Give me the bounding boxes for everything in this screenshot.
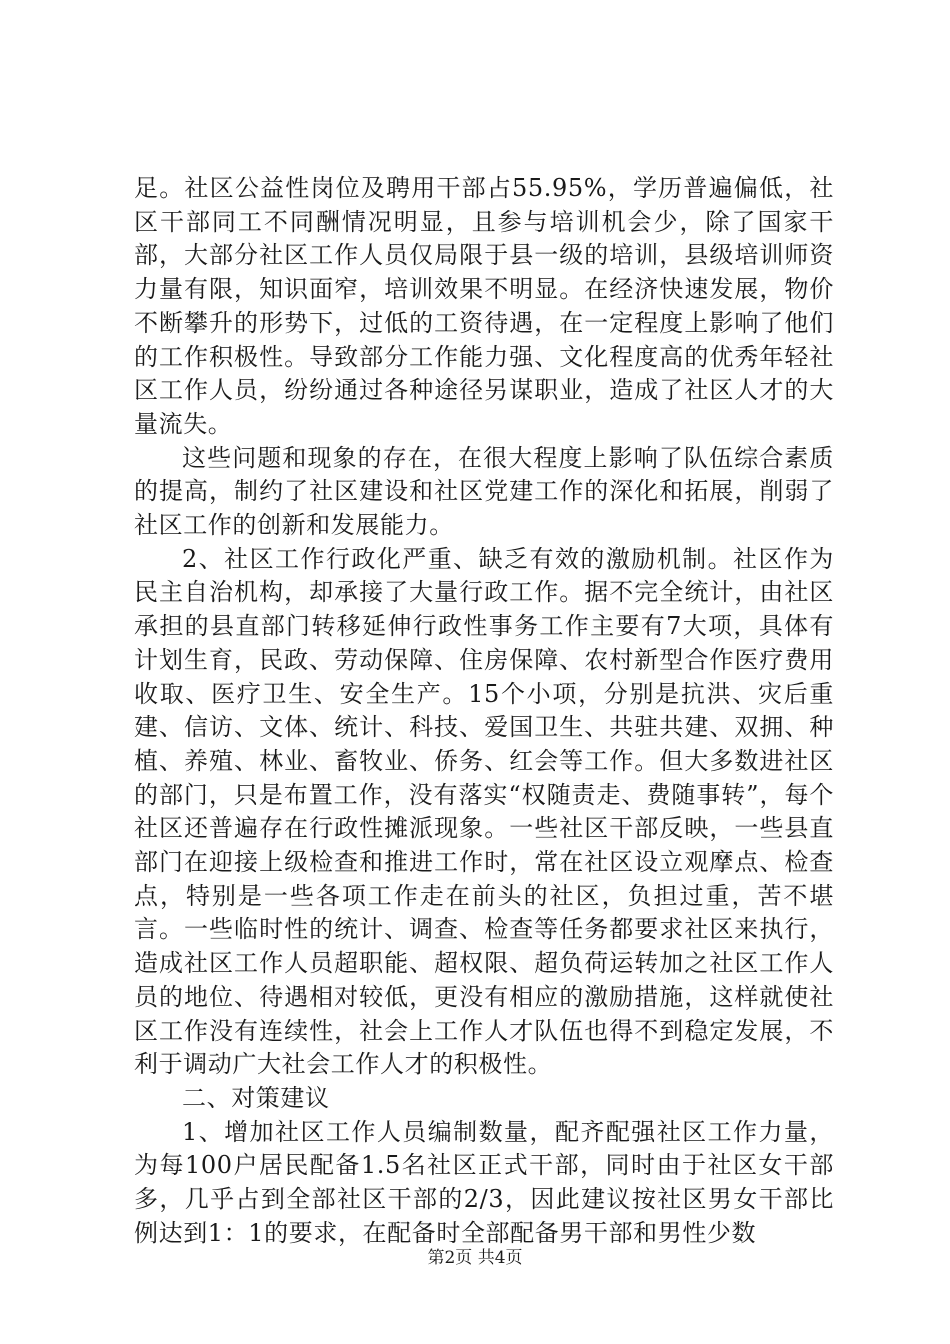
- paragraph-2: 这些问题和现象的存在，在很大程度上影响了队伍综合素质的提高，制约了社区建设和社区党建工作的深化和拓展，削弱了社区工作的创新和发展能力。: [134, 443, 834, 540]
- page-number-footer: 第2页 共4页: [427, 1248, 523, 1268]
- document-body: [134, 172, 834, 1251]
- paragraph-1: 足。社区公益性岗位及聘用干部占55.95%，学历普遍偏低，社区干部同工不同酬情况明显，且参与培训机会少，除了国家干部，大部分社区工作人员仅局限于县一级的培训，县级培训师资力量有限，知识面窄，培训效果不明显。在经济快速发展，物价不断攀升的形势下，过低的工资待遇，在一定程度上影响了他们的工作积极性。导致部分工作能力强、文化程度高的优秀年轻社区工作人员，纷纷通过各种途径另谋职业，造成了社区人才的大量流失。: [134, 174, 834, 438]
- paragraph-5: 1、增加社区工作人员编制数量，配齐配强社区工作力量，为每100户居民配备1.5名社区正式干部，同时由于社区女干部多，几乎占到全部社区干部的2/3，因此建议按社区男女干部比例达到1：1的要求，在配备时全部配备男干部和男性少数: [134, 1117, 834, 1247]
- section-heading: 二、对策建议: [182, 1083, 330, 1112]
- paragraph-3: 2、社区工作行政化严重、缺乏有效的激励机制。社区作为民主自治机构，却承接了大量行政工作。据不完全统计，由社区承担的县直部门转移延伸行政性事务工作主要有7大项，具体有计划生育，民政、劳动保障、住房保障、农村新型合作医疗费用收取、医疗卫生、安全生产。15个小项，分别是抗洪、灾后重建、信访、文体、统计、科技、爱国卫生、共驻共建、双拥、种植、养殖、林业、畜牧业、侨务、红会等工作。但大多数进社区的部门，只是布置工作，没有落实“权随责走、费随事转”，每个社区还普遍存在行政性摊派现象。一些社区干部反映，一些县直部门在迎接上级检查和推进工作时，常在社区设立观摩点、检查点，特别是一些各项工作走在前头的社区，负担过重，苦不堪言。一些临时性的统计、调查、检查等任务都要求社区来执行，造成社区工作人员超职能、超权限、超负荷运转加之社区工作人员的地位、待遇相对较低，更没有相应的激励措施，这样就使社区工作没有连续性，社会上工作人才队伍也得不到稳定发展，不利于调动广大社会工作人才的积极性。: [134, 544, 834, 1079]
